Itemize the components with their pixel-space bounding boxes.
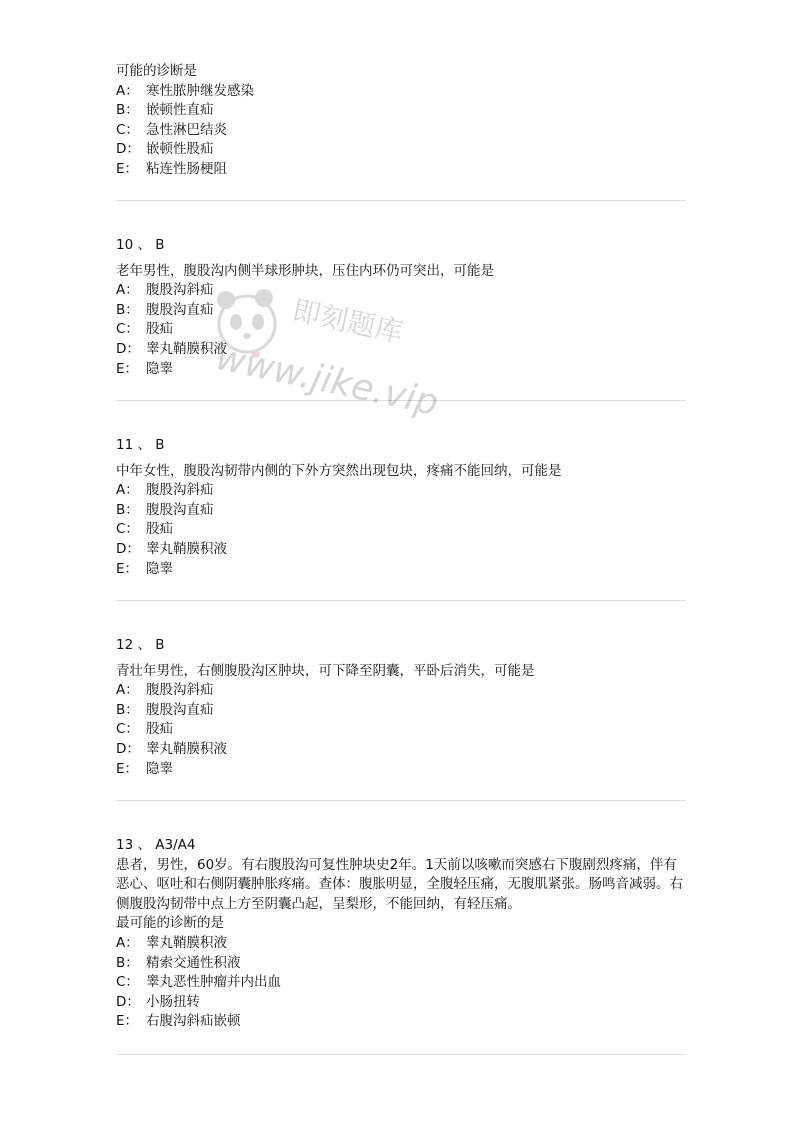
option-b [116, 501, 686, 521]
option-a [116, 934, 686, 954]
option-e [116, 360, 686, 380]
option-text: 腹股沟直疝 [146, 501, 214, 518]
option-label: A： [116, 482, 139, 499]
divider [116, 200, 686, 201]
option-text: 睾丸鞘膜积液 [146, 740, 227, 757]
option-text: 隐睾 [146, 360, 173, 377]
option-d [116, 340, 686, 360]
option-text: 腹股沟斜疝 [146, 282, 214, 299]
option-label: D： [116, 340, 140, 357]
case-description: 患者，男性，60岁。有右腹股沟可复性肿块史2年。1天前以咳嗽而突感右下腹剧烈疼痛，伴有恶心、呕吐和右侧阴囊肿胀疼痛。查体：腹胀明显，全腹轻压痛，无腹肌紧张。肠鸣音减弱。右侧腹股沟韧带中点上方至阴囊凸起，呈梨形，不能回纳，有轻压痛。 [116, 856, 683, 912]
option-label: B： [116, 701, 139, 718]
option-text: 睾丸鞘膜积液 [146, 340, 227, 357]
option-text: 腹股沟斜疝 [146, 482, 214, 499]
option-text: 寒性脓肿继发感染 [146, 82, 254, 99]
option-label: C： [116, 121, 139, 138]
option-text: 精索交通性积液 [146, 954, 241, 971]
option-label: B： [116, 301, 139, 318]
option-a [116, 481, 686, 501]
option-d [116, 993, 686, 1013]
question-stem: 可能的诊断是 [116, 63, 197, 79]
option-a [116, 82, 686, 102]
option-text: 隐睾 [146, 760, 173, 777]
option-label: E： [116, 1013, 139, 1030]
question-header: 12 、 B [116, 637, 165, 653]
option-label: B： [116, 102, 139, 119]
question-13 [116, 836, 686, 1032]
question-10 [116, 236, 686, 379]
option-label: A： [116, 282, 139, 299]
option-c [116, 720, 686, 740]
option-d [116, 740, 686, 760]
option-b [116, 101, 686, 121]
option-text: 股疝 [146, 521, 173, 538]
option-label: C： [116, 521, 139, 538]
option-text: 粘连性肠梗阻 [146, 160, 227, 177]
question-stem: 最可能的诊断的是 [116, 915, 224, 932]
option-text: 小肠扭转 [146, 993, 200, 1010]
question-11 [116, 436, 686, 579]
question-stem: 青壮年男性，右侧腹股沟区肿块，可下降至阴囊，平卧后消失，可能是 [116, 662, 535, 679]
option-label: A： [116, 934, 139, 951]
option-a [116, 681, 686, 701]
option-b [116, 954, 686, 974]
divider [116, 1054, 686, 1055]
question-header: 10 、 B [116, 237, 165, 253]
option-c [116, 520, 686, 540]
option-label: E： [116, 360, 139, 377]
option-label: C： [116, 721, 139, 738]
option-label: D： [116, 540, 140, 557]
question-header: 13 、 A3/A4 [116, 837, 196, 853]
option-text: 右腹沟斜疝嵌顿 [146, 1013, 241, 1030]
option-label: E： [116, 760, 139, 777]
option-b [116, 301, 686, 321]
option-label: E： [116, 560, 139, 577]
option-label: D： [116, 993, 140, 1010]
option-b [116, 701, 686, 721]
option-text: 股疝 [146, 721, 173, 738]
option-label: E： [116, 160, 139, 177]
question-9 [116, 62, 686, 180]
question-header: 11 、 B [116, 437, 165, 453]
option-c [116, 121, 686, 141]
option-e [116, 560, 686, 580]
option-a [116, 281, 686, 301]
option-e [116, 160, 686, 180]
option-e [116, 1012, 686, 1032]
option-text: 腹股沟直疝 [146, 701, 214, 718]
option-text: 睾丸鞘膜积液 [146, 540, 227, 557]
option-label: A： [116, 82, 139, 99]
option-label: C： [116, 974, 139, 991]
option-text: 睾丸恶性肿瘤并内出血 [146, 974, 281, 991]
question-stem: 中年女性，腹股沟韧带内侧的下外方突然出现包块，疼痛不能回纳，可能是 [116, 462, 562, 479]
option-text: 隐睾 [146, 560, 173, 577]
option-text: 急性淋巴结炎 [146, 121, 227, 138]
question-12 [116, 636, 686, 779]
option-text: 腹股沟直疝 [146, 301, 214, 318]
option-label: D： [116, 141, 140, 158]
option-label: C： [116, 321, 139, 338]
watermark-brand: 即刻题库 [289, 293, 406, 350]
option-d [116, 540, 686, 560]
option-c [116, 320, 686, 340]
question-stem: 老年男性，腹股沟内侧半球形肿块，压住内环仍可突出，可能是 [116, 262, 494, 279]
option-text: 嵌顿性股疝 [146, 141, 214, 158]
option-e [116, 760, 686, 780]
divider [116, 600, 686, 601]
watermark-url: www.jike.vip [212, 336, 442, 425]
option-text: 睾丸鞘膜积液 [146, 934, 227, 951]
divider [116, 400, 686, 401]
option-text: 腹股沟斜疝 [146, 682, 214, 699]
option-label: B： [116, 501, 139, 518]
option-text: 嵌顿性直疝 [146, 102, 214, 119]
option-text: 股疝 [146, 321, 173, 338]
option-label: B： [116, 954, 139, 971]
option-c [116, 973, 686, 993]
option-label: D： [116, 740, 140, 757]
option-d [116, 140, 686, 160]
option-label: A： [116, 682, 139, 699]
divider [116, 800, 686, 801]
